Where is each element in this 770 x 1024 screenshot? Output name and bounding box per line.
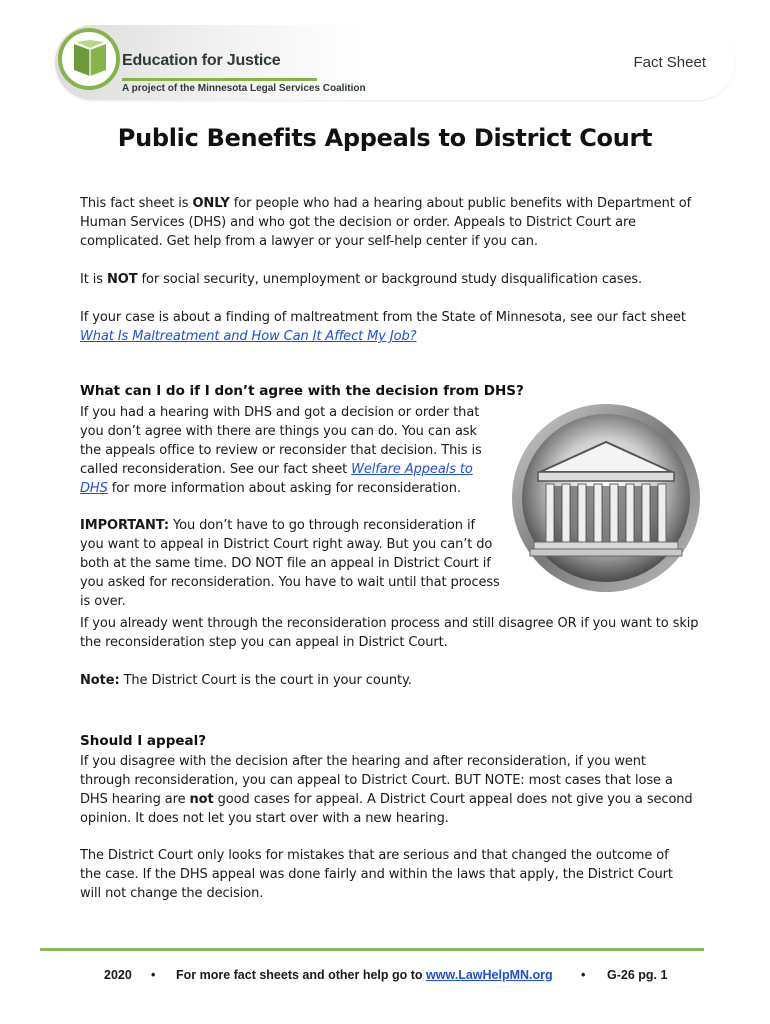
section2-paragraph-1: If you disagree with the decision after the hearing and after reconsideration, if you went through reconsideration, you can appeal to District Court. BUT NOTE: most cases that lose a DHS hearing are not good cases for appeal. A District Court appeal does not give you a second opinion. It does not let you start over with a new hearing. xyxy=(80,754,693,826)
doc-type-label: Fact Sheet xyxy=(633,54,706,71)
footer-bullet: • xyxy=(581,968,586,982)
section-heading-should-i-appeal: Should I appeal? xyxy=(80,733,207,749)
org-name: Education for Justice xyxy=(122,52,281,69)
intro-paragraph-3: If your case is about a finding of maltreatment from the State of Minnesota, see our fact sheet What Is Maltreatment and How Can It Affect My Job? xyxy=(80,310,686,344)
page-title: Public Benefits Appeals to District Court xyxy=(117,124,653,152)
section2-paragraph-2: The District Court only looks for mistakes that are serious and that changed the outcome of the case. If the DHS appeal was done fairly and within the laws that apply, the District Court will not change the decision. xyxy=(80,848,673,901)
welfare-appeals-link[interactable]: Welfare Appeals to DHS xyxy=(80,462,473,496)
section1-paragraph-1: If you had a hearing with DHS and got a decision or order that you don’t agree with there are things you can do. You can ask the appeals office to review or reconsider that decision. This is called reconsideration. See our fact sheet Welfare Appeals to DHS for more information about asking for reconsideration. xyxy=(80,405,482,496)
footer-text: For more fact sheets and other help go to www.LawHelpMN.org xyxy=(176,968,553,982)
footer-page-number: G-26 pg. 1 xyxy=(607,968,668,982)
lawhelpmn-link[interactable]: www.LawHelpMN.org xyxy=(426,968,553,982)
footer-rule xyxy=(40,948,704,951)
intro-paragraph-2: It is NOT for social security, unemployment or background study disqualification cases. xyxy=(80,272,643,287)
intro-paragraph-1: This fact sheet is ONLY for people who had a hearing about public benefits with Department of Human Services (DHS) and who got the decision or order. Appeals to District Court are complicated. Get help from a lawyer or your self-help center if you can. xyxy=(80,196,692,249)
org-underline xyxy=(122,78,317,81)
open-book-logo-icon xyxy=(72,40,108,78)
org-tagline: A project of the Minnesota Legal Services Coalition xyxy=(122,83,366,94)
section-heading-dhs-decision: What can I do if I don’t agree with the decision from DHS? xyxy=(80,383,524,399)
footer-bullet: • xyxy=(151,968,156,982)
section1-paragraph-important: IMPORTANT: You don’t have to go through reconsideration if you want to appeal in District Court right away. But you can’t do both at the same time. DO NOT file an appeal in District Court if you asked for reconsideration. You have to wait until that process is over. xyxy=(80,518,500,609)
maltreatment-fact-sheet-link[interactable]: What Is Maltreatment and How Can It Affect My Job? xyxy=(80,329,417,344)
footer-year: 2020 xyxy=(104,968,132,982)
section1-paragraph-3: If you already went through the reconsideration process and still disagree OR if you want to skip the reconsideration step you can appeal in District Court. xyxy=(80,616,699,650)
courthouse-icon xyxy=(510,402,702,594)
section1-paragraph-note: Note: The District Court is the court in your county. xyxy=(80,673,412,688)
